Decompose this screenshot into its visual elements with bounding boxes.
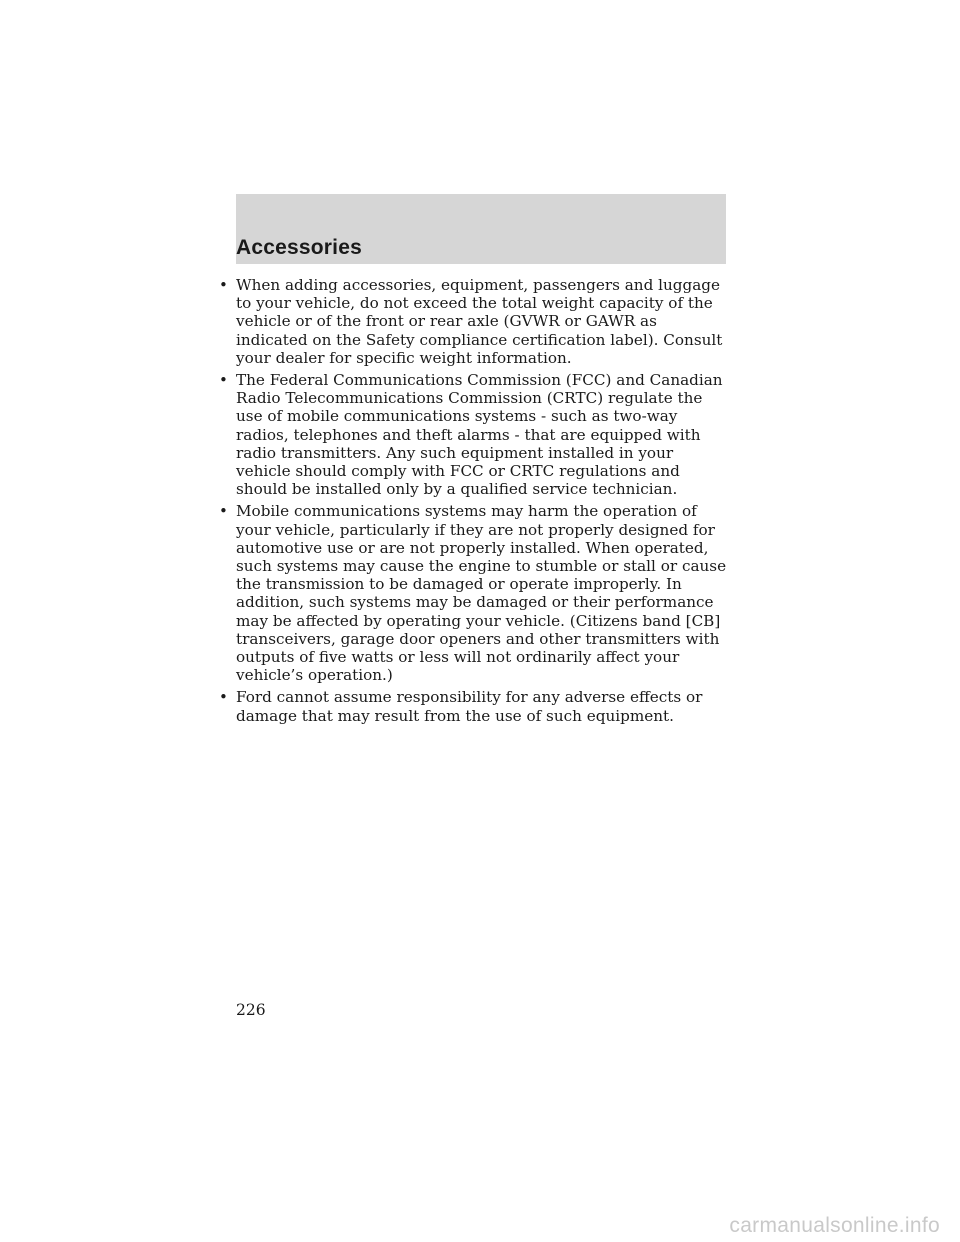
bullet-icon: • [219,502,228,521]
list-item [219,371,729,498]
list-item [219,502,729,684]
section-title: Accessories [236,236,362,259]
page-number: 226 [236,1001,266,1019]
list-item-text: Ford cannot assume responsibility for any adverse effects or damage that may result from the use of such equipment. [236,688,703,725]
list-item [219,688,729,724]
list-item-text: When adding accessories, equipment, passengers and luggage to your vehicle, do not exceed the total weight capacity of the vehicle or of the front or rear axle (GVWR or GAWR as indicated on the Safety compliance certification label). Consult your dealer for specific weight information. [236,276,723,367]
list-item [219,276,729,367]
watermark: carmanualsonline.info [729,1214,940,1237]
bullet-icon: • [219,371,228,390]
bullet-icon: • [219,688,228,707]
bullet-list [219,276,729,729]
bullet-icon: • [219,276,228,294]
list-item-text: The Federal Communications Commission (FCC) and Canadian Radio Telecommunications Commission (CRTC) regulate the use of mobile communications systems - such as two-way radios, telephones and theft alarms - that are equipped with radio transmitters. Any such equipment installed in your vehicle should comply with FCC or CRTC regulations and should be installed only by a qualified service technician. [236,371,723,499]
list-item-text: Mobile communications systems may harm the operation of your vehicle, particularly if they are not properly designed for automotive use or are not properly installed. When operated, such systems may cause the engine to stumble or stall or cause the transmission to be damaged or operate improperly. In addition, such systems may be damaged or their performance may be affected by operating your vehicle. (Citizens band [CB] transceivers, garage door openers and other transmitters with outputs of five watts or less will not ordinarily affect your vehicle’s operation.) [236,502,727,685]
